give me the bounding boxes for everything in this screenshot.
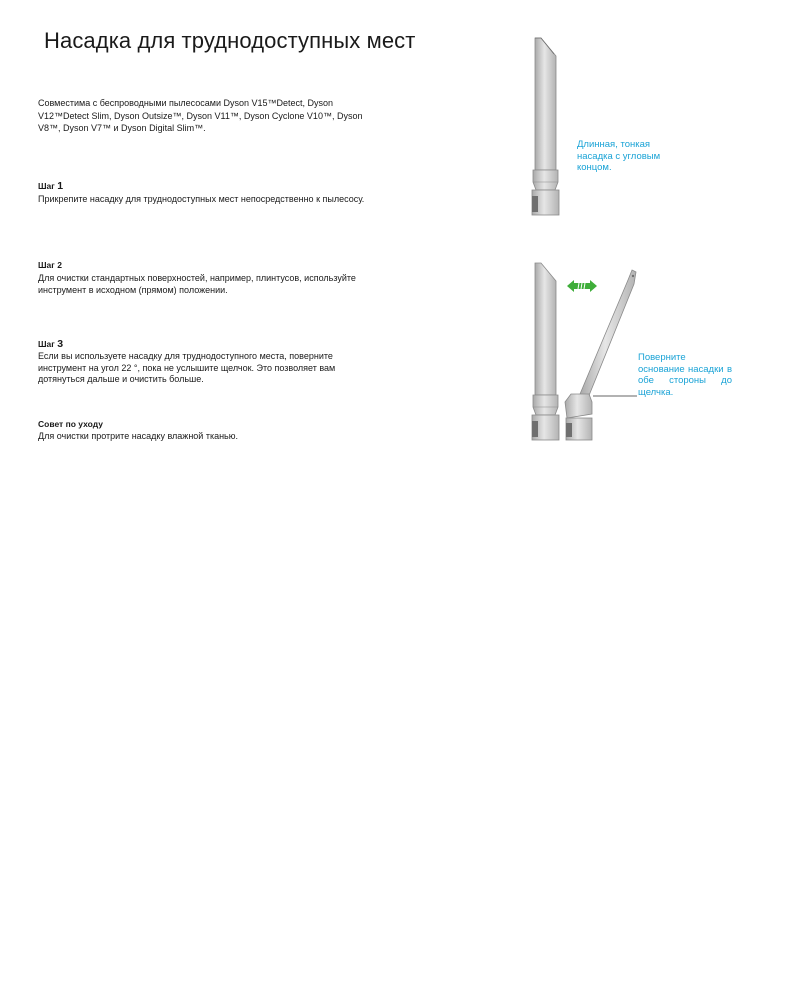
step-2-word: Шаг — [38, 260, 55, 270]
step-2-label — [38, 260, 62, 271]
step-2-number: 2 — [57, 260, 62, 270]
step-1-label — [38, 181, 63, 192]
care-text: Для очистки протрите насадку влажной тканью. — [38, 431, 238, 441]
step-3-label — [38, 339, 63, 350]
step-1-word: Шаг — [38, 181, 55, 191]
page-title: Насадка для труднодоступных мест — [44, 28, 416, 53]
step-1-number: 1 — [57, 180, 64, 192]
crevice-tool-icon — [520, 30, 570, 220]
step-2-text: Для очистки стандартных поверхностей, например, плинтусов, используйте инструмент в исходном (прямом) положении. — [38, 273, 356, 295]
crevice-tool-angled-icon — [555, 262, 645, 444]
compatibility-text: Совместима с беспроводными пылесосами Dyson V15™Detect, Dyson V12™Detect Slim, Dyson Outsize™, Dyson V11™, Dyson Cyclone V10™, Dyson V8™, Dyson V7™ и Dyson Digital Slim™. — [38, 98, 363, 133]
rotate-caption: Поверните основание насадки в обе стороны до щелчка. — [638, 352, 732, 398]
step-3-word: Шаг — [38, 339, 55, 349]
tool-caption: Длинная, тонкая насадка с угловым концом. — [577, 139, 661, 173]
step-1-text: Прикрепите насадку для труднодоступных мест непосредственно к пылесосу. — [38, 194, 365, 204]
step-3-number: 3 — [57, 338, 64, 350]
care-label: Совет по уходу — [38, 419, 103, 429]
step-3-text: Если вы используете насадку для труднодоступного места, поверните инструмент на угол 22 °, пока не услышите щелчок. Это позволяет вам дотянуться дальше и очистить больше. — [38, 351, 336, 384]
